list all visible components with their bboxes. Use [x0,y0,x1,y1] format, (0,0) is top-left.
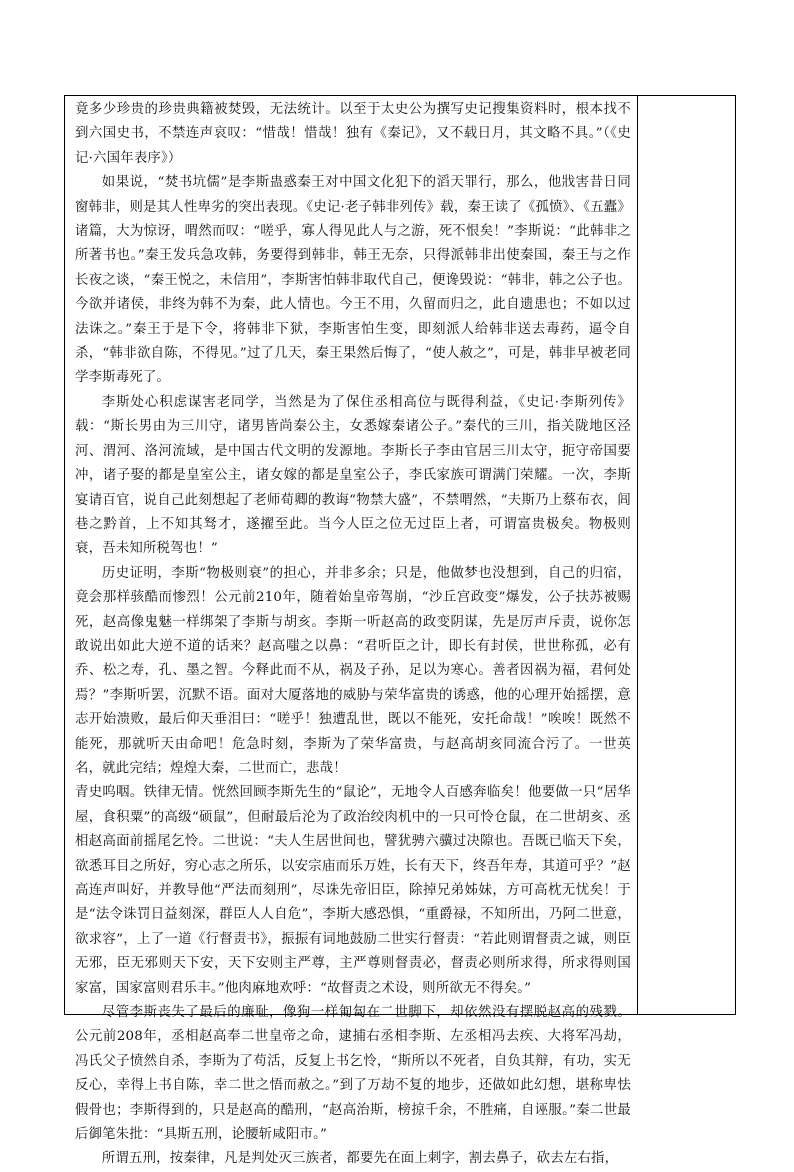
paragraph-7: 所谓五刑，按秦律，凡是判处灭三族者，都要先在面上刺字，割去鼻子，砍去左右指， [101,1151,619,1167]
page-table [64,95,736,1167]
paragraph-3: 李斯处心积虑谋害老同学，当然是为了保住丞相高位与既得利益，《史记·李斯列传》载：“斯长男由为三川守，诸男皆尚秦公主，女悉嫁秦诸公子。”秦代的三川，指关陇地区泾河、渭河、洛河流域，是中国古代文明的发源地。李斯长子李由官居三川太守，扼守帝国要冲，诸子娶的都是皇室公主，诸女嫁的都是皇室公子，李氏家族可谓满门荣耀。一次，李斯宴请百官，说自己此刻想起了老师荀卿的教诲“物禁大盛”，不禁喟然，“夫斯乃上蔡布衣，闾巷之黔首，上不知其驽才，遂擢至此。当今人臣之位无过臣上者，可谓富贵极矣。物极则衰，吾未知所税驾也！” [75,394,631,557]
paragraph-4: 历史证明，李斯“物极则衰”的担心，并非多余；只是，他做梦也没想到，自己的归宿，竟会那样骇酷而惨烈！公元前210年，随着始皇帝驾崩，“沙丘宫政变”爆发，公子扶苏被赐死，赵高像鬼魅一样绑架了李斯与胡亥。李斯一听赵高的政变阴谋，先是厉声斥责，说你怎敢说出如此大逆不道的话来？赵高嗤之以鼻：“君听臣之计，即长有封侯，世世称孤，必有乔、松之寿，孔、墨之智。今释此而不从，祸及子孙，足以为寒心。善者因祸为福，君何处焉？”李斯听罢，沉默不语。面对大厦落地的威胁与荣华富贵的诱惑，他的心理开始摇摆，意志开始溃败，最后仰天垂泪曰：“嗟乎！独遭乱世，既以不能死，安托命哉！”唉唉！既然不能死，那就听天由命吧！危急时刻，李斯为了荣华富贵，与赵高胡亥同流合污了。一世英名，就此完结；煌煌大秦，二世而亡，悲哉！ [75,565,631,776]
paragraph-1: 竟多少珍贵的珍贵典籍被焚毁，无法统计。以至于太史公为撰写史记搜集资料时，根本找不到六国史书，不禁连声哀叹：“惜哉！惜哉！独有《秦记》，又不载日月，其文略不具。”（《史记·六国年表序》） [75,102,631,166]
paragraph-5: 青史呜咽。铁律无情。恍然回顾李斯先生的“鼠论”，无地令人百感奔临矣！他要做一只“居华屋，食积粟”的高级“硕鼠”，但耐最后沦为了政治绞肉机中的一只可怜仓鼠，在二世胡亥、丞相赵高面前摇尾乞怜。二世说：“夫人生居世间也，譬犹骋六骥过决隙也。吾既已临天下矣，欲悉耳目之所好，穷心志之所乐，以安宗庙而乐万姓，长有天下，终吾年寿，其道可乎？”赵高连声叫好，并教导他“严法而刻刑”，尽诛先帝旧臣，除掉兄弟姊妹，方可高枕无忧矣！于是“法令诛罚日益刻深，群臣人人自危”，李斯大感恐惧，“重爵禄，不知所出，乃阿二世意，欲求容”，上了一道《行督责书》，振振有词地鼓励二世实行督责：“若此则谓督责之诚，则臣无邪，臣无邪则天下安，天下安则主严尊，主严尊则督责必，督责必则所求得，所求得则国家富，国家富则君乐丰。”他肉麻地欢呼：“故督责之术设，则所欲无不得矣。” [75,785,631,996]
table-column-divider [637,96,638,1014]
paragraph-6: 尽管李斯丧失了最后的廉耻，像狗一样匍匐在二世脚下，却依然没有摆脱赵高的残戮。公元前208年，丞相赵高奉二世皇帝之命，逮捕右丞相李斯、左丞相冯去疾、大将军冯劫，冯氏父子愤然自杀，李斯为了苟活，反复上书乞怜，“斯所以不死者，自负其辩，有功，实无反心，幸得上书自陈，幸二世之悟而赦之。”到了万劫不复的地步，还做如此幻想，堪称卑怯假骨也；李斯得到的，只是赵高的酷刑，“赵高治斯，榜掠千余，不胜痛，自诬服。”秦二世最后御笔朱批：“具斯五刑，论腰斩咸阳市。” [75,1005,631,1143]
text-cell [75,98,631,1167]
paragraph-2: 如果说，“焚书坑儒”是李斯蛊惑秦王对中国文化犯下的滔天罪行，那么，他戕害昔日同窗韩非，则是其人性卑劣的突出表现。《史记·老子韩非列传》载，秦王读了《孤愤》、《五蠹》诸篇，大为惊讶，喟然而叹：“嗟乎，寡人得见此人与之游，死不恨矣！”李斯说：“此韩非之所著书也。”秦王发兵急攻韩，务要得到韩非，韩王无奈，只得派韩非出使秦国，秦王与之作长夜之谈，“秦王悦之，未信用”，李斯害怕韩非取代自己，便谗毁说：“韩非，韩之公子也。今欲并诸侯，非终为韩不为秦，此人情也。今王不用，久留而归之，此自遗患也；不如以过法诛之。”秦王于是下令，将韩非下狱，李斯害怕生变，即刻派人给韩非送去毒药，逼令自杀，“韩非欲自陈，不得见。”过了几天，秦王果然后悔了，“使人赦之”，可是，韩非早被老同学李斯毒死了。 [75,175,631,386]
